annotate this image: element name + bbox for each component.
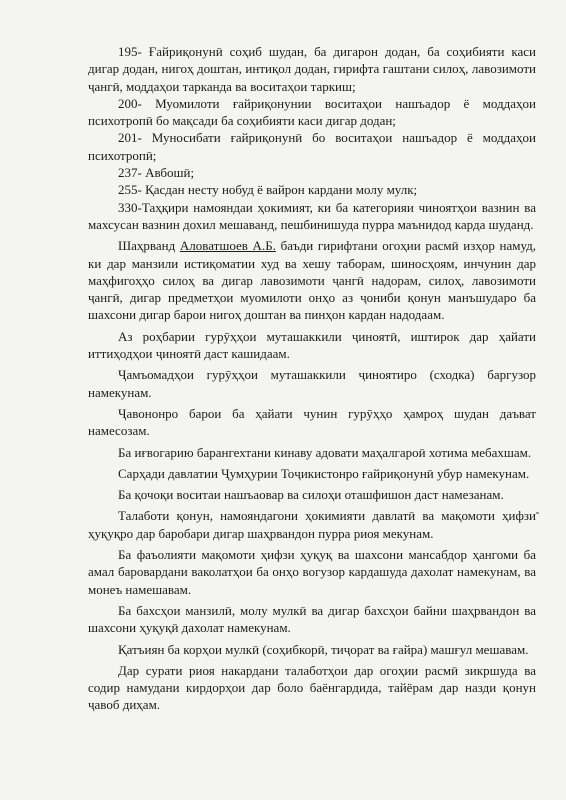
- commitment-8: Ба фаъолияти мақомоти ҳифзи ҳуқуқ ва шахсони мансабдор ҳангоми ба амал баровардани ваколатҳои ба онҳо вогузор кардашуда дахолат намекунам, ва монеъ намешавам.: [88, 547, 536, 597]
- scan-speck: [536, 512, 539, 514]
- citizen-statement: [88, 237, 536, 323]
- article-200: 200- Муомилоти ғайриқонунии воситаҳои нашъадор ё моддаҳои психотропӣ бо мақсади ба соҳибияти каси дигар додан;: [88, 95, 536, 129]
- commitment-9: Ба бахсҳои манзилӣ, молу мулкӣ ва дигар бахсҳои байни шаҳрвандон ва шахсони ҳуқуқӣ дахолат намекунам.: [88, 602, 536, 636]
- citizen-prefix: Шаҳрванд: [118, 238, 180, 254]
- article-255: 255- Қасдан несту нобуд ё вайрон кардани молу мулк;: [118, 182, 418, 198]
- commitment-10: Қатъиян ба корҳои мулкӣ (соҳибкорӣ, тиҷорат ва ғайра) машғул мешавам.: [118, 641, 529, 657]
- commitment-5: Сарҳади давлатии Ҷумҳурии Тоҷикистонро ғайриқонунӣ убур намекунам.: [118, 465, 530, 481]
- commitment-2: Ҷамъомадҳои гурӯҳҳои муташаккили ҷиноятиро (сходка) баргузор намекунам.: [88, 367, 536, 400]
- article-237: 237- Авбошӣ;: [118, 165, 195, 181]
- article-201: 201- Муносибати ғайриқонунӣ бо воситаҳои нашъадор ё моддаҳои психотропӣ;: [88, 130, 536, 163]
- commitment-1: Аз роҳбарии гурӯҳҳои муташаккили ҷиноятӣ, иштирок дар ҳайати иттиҳодҳои ҷиноятӣ даст кашидаам.: [88, 328, 536, 362]
- commitment-3: Ҷавононро барои ба ҳайати чунин гурӯҳҳо ҳамроҳ шудан даъват намесозам.: [88, 405, 536, 439]
- commitment-6: Ба қочоқи воситаи нашъаовар ва силоҳи оташфишон даст намезанам.: [118, 487, 504, 503]
- citizen-statement-text: баъди гирифтани огоҳии расмӣ изҳор намуд, ки дар манзили истиқоматии худ ва хешу таборам, шиносҳоям, инчунин дар маҳфигоҳҳо силоҳ ва дигар лавозимоти ҷангӣ надорам, силоҳ, лавозимоти ҷангӣ, дигар предметҳои муомилоти онҳо аз ҷониби қонун манъшударо ба шахсони дигар барои нигоҳ доштан ва пинҳон кардан надодаам.: [88, 238, 537, 323]
- commitment-11: Дар сурати риоя накардани талаботҳои дар огоҳии расмӣ зикршуда ва содир намудани кирдорҳои дар боло баёнгардида, тайёрам дар назди қонун ҷавоб диҳам.: [88, 662, 536, 713]
- article-195: 195- Ғайриқонунӣ соҳиб шудан, ба дигарон додан, ба соҳибияти каси дигар додан, нигоҳ доштан, интиқол додан, гирифта гаштани силоҳ, лавозимоти ҷангӣ, моддаҳои тарканда ва воситаҳои таркиш;: [88, 44, 536, 94]
- commitment-4: Ба иғвогарию барангехтани кинаву адовати маҳалгароӣ хотима мебахшам.: [118, 444, 532, 460]
- commitment-7: Талаботи қонун, намояндагони ҳокимияти давлатӣ ва мақомоти ҳифзи ҳуқуқро дар баробари дигар шаҳрвандон пурра риоя мекунам.: [88, 508, 536, 541]
- article-330: 330-Таҳқири намояндаи ҳокимият, ки ба категорияи чиноятҳои вазнин ва махсусан вазнин дохил мешаванд, пешбинишуда пурра маънидод карда шуданд.: [88, 199, 536, 232]
- citizen-name: Аловатшоев А.Б.: [179, 238, 276, 254]
